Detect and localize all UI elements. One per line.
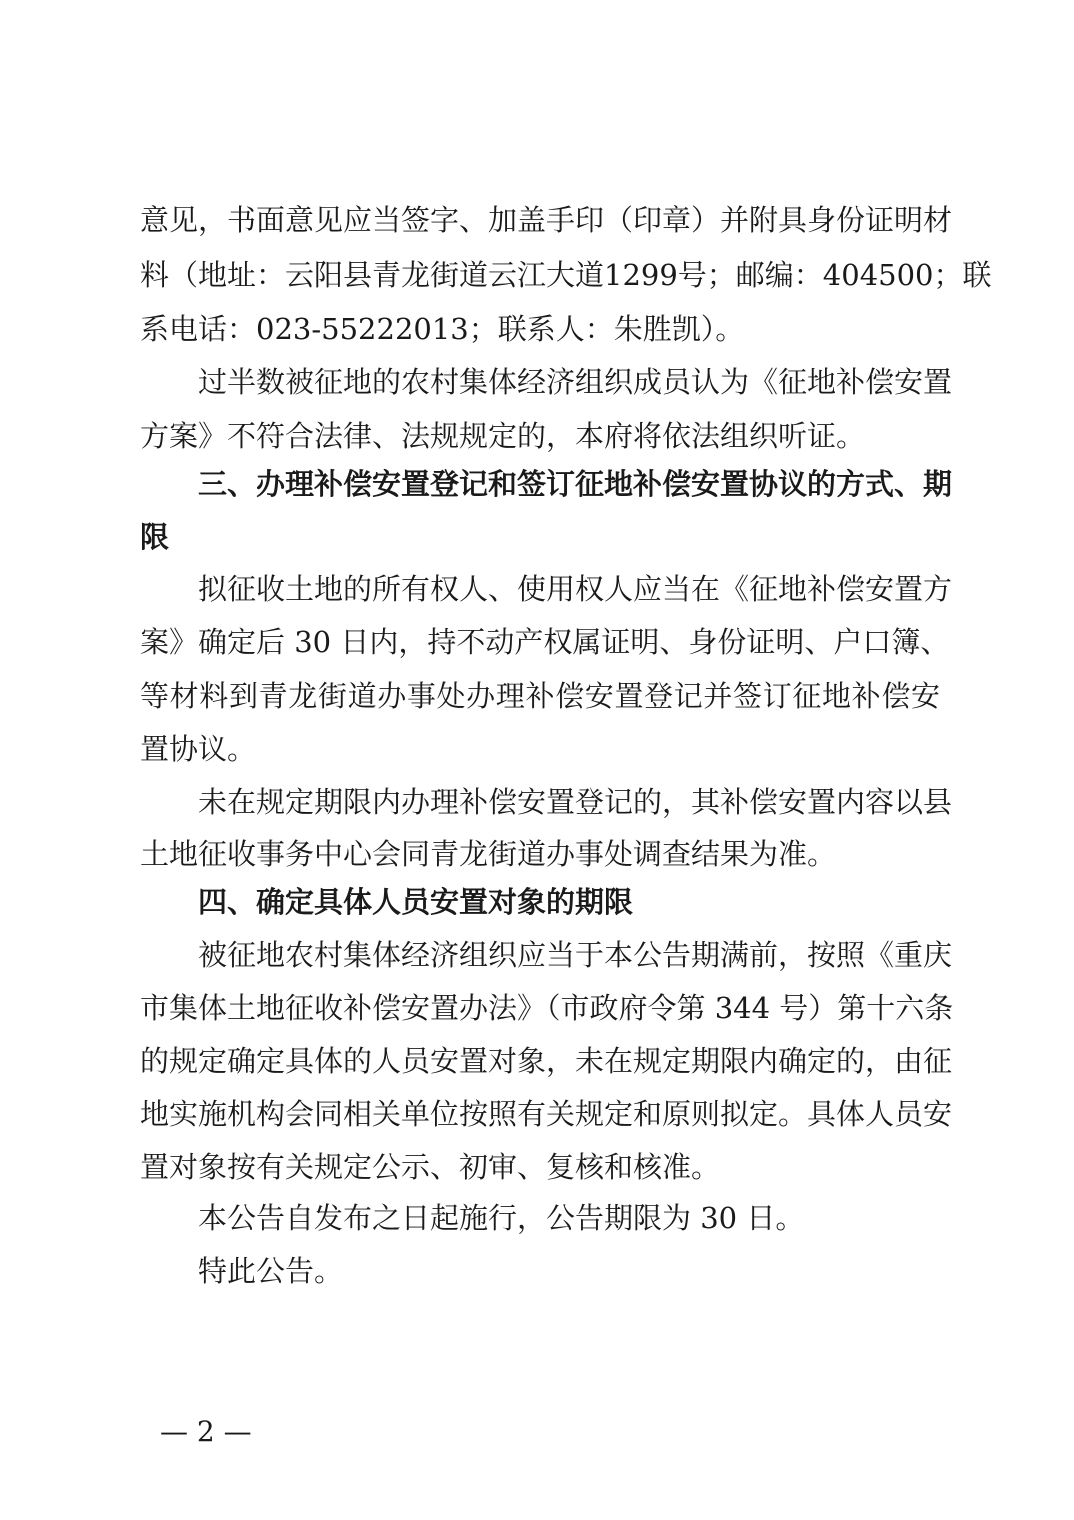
paragraph-line: 市集体土地征收补偿安置办法》（市政府令第 344 号）第十六条: [140, 991, 954, 1025]
paragraph-line: 意见，书面意见应当签字、加盖手印（印章）并附具身份证明材: [140, 203, 953, 237]
paragraph-line: 未在规定期限内办理补偿安置登记的，其补偿安置内容以县: [198, 785, 953, 819]
paragraph-line: 料（地址：云阳县青龙街道云江大道1299号；邮编：404500；联: [140, 258, 992, 292]
paragraph-line: 过半数被征地的农村集体经济组织成员认为《征地补偿安置: [198, 365, 953, 399]
section-heading: 三、办理补偿安置登记和签订征地补偿安置协议的方式、期: [198, 467, 953, 501]
paragraph-line: 案》确定后 30 日内，持不动产权属证明、身份证明、户口簿、: [140, 625, 950, 659]
paragraph-line: 特此公告。: [198, 1254, 344, 1288]
paragraph-line: 被征地农村集体经济组织应当于本公告期满前，按照《重庆: [198, 938, 953, 972]
paragraph-line: 置协议。: [140, 732, 257, 766]
paragraph-line: 系电话：023-55222013；联系人：朱胜凯）。: [140, 312, 745, 346]
paragraph-line: 地实施机构会同相关单位按照有关规定和原则拟定。具体人员安: [140, 1097, 953, 1131]
paragraph-line: 本公告自发布之日起施行，公告期限为 30 日。: [198, 1201, 805, 1235]
paragraph-line: 方案》不符合法律、法规规定的，本府将依法组织听证。: [140, 419, 866, 453]
paragraph-line: 置对象按有关规定公示、初审、复核和核准。: [140, 1150, 721, 1184]
page-number: — 2 —: [160, 1415, 252, 1448]
paragraph-line: 的规定确定具体的人员安置对象，未在规定期限内确定的，由征: [140, 1044, 953, 1078]
paragraph-line: 等材料到青龙街道办事处办理补偿安置登记并签订征地补偿安: [140, 679, 940, 713]
paragraph-line: 土地征收事务中心会同青龙街道办事处调查结果为准。: [140, 837, 837, 871]
section-heading: 四、确定具体人员安置对象的期限: [198, 885, 634, 919]
paragraph-line: 拟征收土地的所有权人、使用权人应当在《征地补偿安置方: [198, 572, 953, 606]
section-heading: 限: [140, 520, 170, 554]
